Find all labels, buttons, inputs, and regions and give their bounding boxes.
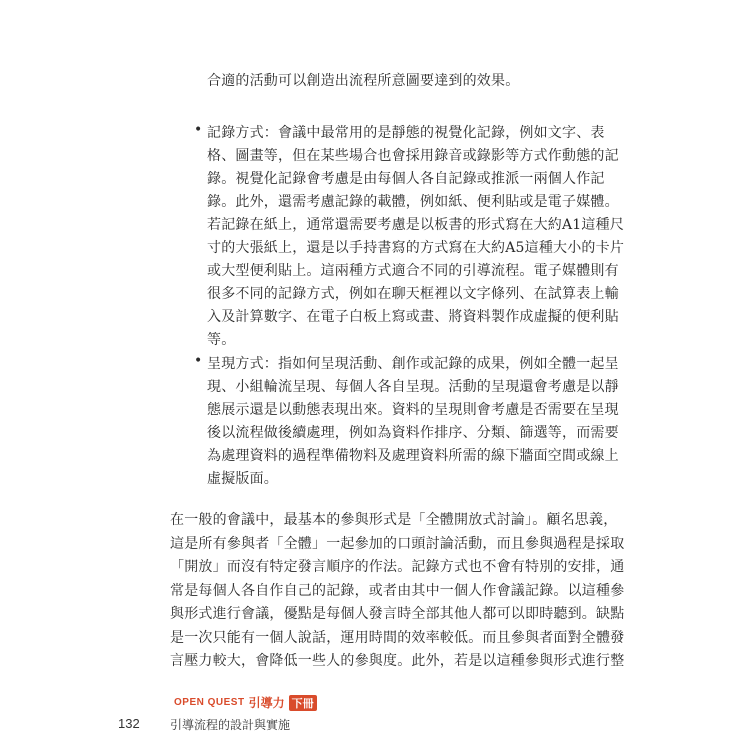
paragraph-text-line: 常是每個人各自作自己的記錄，或者由其中一個人作會議記錄。以這種參 [170, 582, 625, 599]
intro-line: 合適的活動可以創造出流程所意圖要達到的效果。 [207, 73, 520, 89]
paragraph-text-line: 在一般的會議中，最基本的參與形式是「全體開放式討論」。顧名思義， [170, 512, 618, 528]
record-text-line: 格、圖畫等，但在某些場合也會採用錄音或錄影等方式作動態的記 [207, 148, 619, 164]
record-bullet: • [194, 122, 203, 138]
brand-english: OPEN QUEST [174, 697, 245, 708]
paragraph-text-line: 這是所有參與者「全體」一起參加的口頭討論活動，而且參與過程是採取 [170, 535, 625, 552]
volume-badge: 下冊 [289, 695, 317, 711]
paragraph-text-line: 是一次只能有一個人說話，運用時間的效率較低。而且參與者面對全體發 [170, 629, 625, 646]
record-text-line: 錄。視覺化記錄會考慮是由每個人各自記錄或推派一兩個人作記 [207, 171, 605, 187]
book-subtitle: 引導流程的設計與實施 [170, 718, 291, 732]
present-text-line: 現、小組輪流呈現、每個人各自呈現。活動的呈現還會考慮是以靜 [207, 379, 619, 395]
record-text-line: 入及計算數字、在電子白板上寫或畫、將資料製作成虛擬的便利貼 [207, 309, 619, 325]
page-footer [118, 688, 418, 738]
present-text-line: 呈現方式：指如何呈現活動、創作或記錄的成果，例如全體一起呈 [207, 356, 619, 372]
record-text-line: 若記錄在紙上，通常還需要考慮是以板書的形式寫在大約A1這種尺 [207, 217, 625, 233]
paragraph-text-line: 「開放」而沒有特定發言順序的作法。記錄方式也不會有特別的安排，通 [170, 559, 625, 575]
present-text-line: 為處理資料的過程準備物料及處理資料所需的線下牆面空間或線上 [207, 448, 619, 464]
paragraph-text-line: 言壓力較大，會降低一些人的參與度。此外，若是以這種參與形式進行整 [170, 653, 625, 669]
present-text-line: 態展示還是以動態表現出來。資料的呈現則會考慮是否需要在呈現 [207, 402, 619, 418]
book-brand [174, 694, 317, 711]
present-bullet: • [194, 353, 203, 369]
paragraph-text-line: 與形式進行會議，優點是每個人發言時全部其他人都可以即時聽到。缺點 [170, 606, 625, 622]
present-text-line: 虛擬版面。 [207, 471, 278, 487]
record-text-line: 很多不同的記錄方式，例如在聊天框裡以文字條列、在試算表上輸 [207, 286, 619, 302]
record-text-line: 或大型便利貼上。這兩種方式適合不同的引導流程。電子媒體則有 [207, 263, 619, 279]
page-number: 132 [118, 716, 140, 731]
brand-chinese: 引導力 [248, 696, 285, 710]
record-text-line: 錄。此外，還需考慮記錄的載體，例如紙、便利貼或是電子媒體。 [207, 194, 619, 210]
record-text-line: 寸的大張紙上，還是以手持書寫的方式寫在大約A5這種大小的卡片 [207, 240, 625, 256]
record-text-line: 記錄方式：會議中最常用的是靜態的視覺化記錄，例如文字、表 [207, 125, 605, 141]
record-text-line: 等。 [207, 332, 236, 348]
present-text-line: 後以流程做後續處理，例如為資料作排序、分類、篩選等，而需要 [207, 425, 619, 441]
